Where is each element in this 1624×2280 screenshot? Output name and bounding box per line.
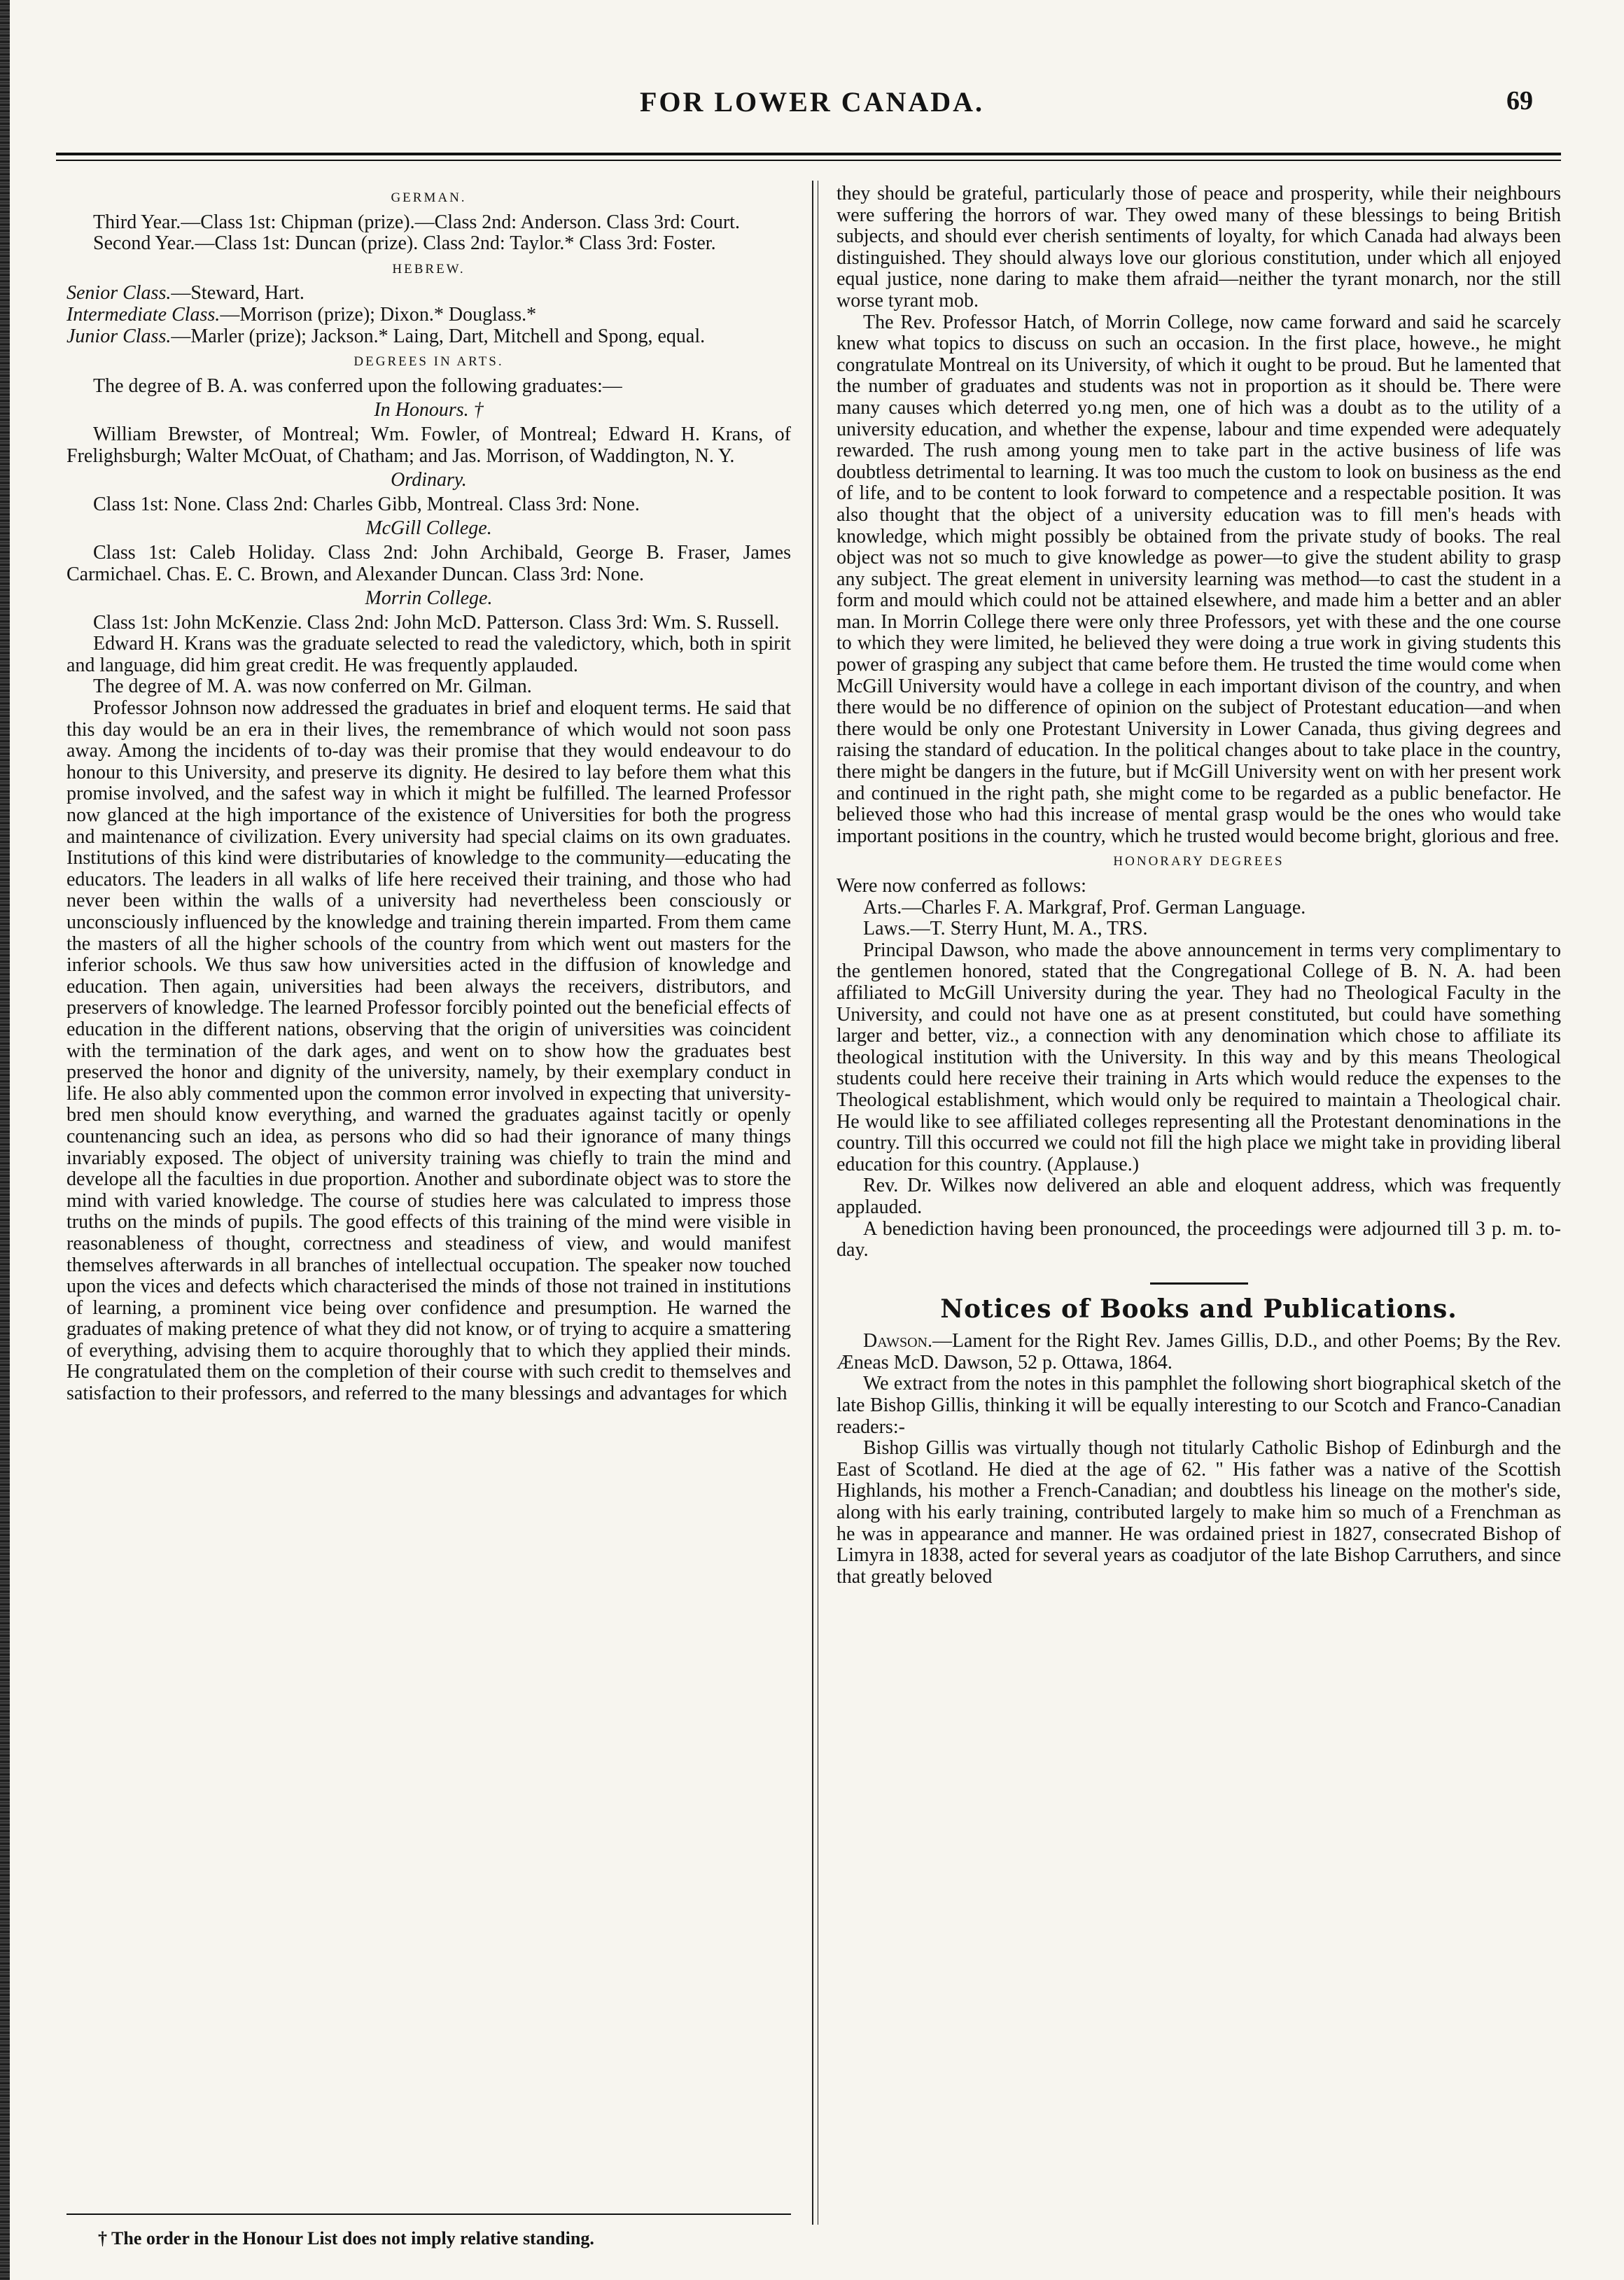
right-column: [836, 183, 1561, 1588]
degrees-intro: The degree of B. A. was conferred upon the following graduates:—: [93, 375, 622, 397]
valedictory-paragraph: Edward H. Krans was the graduate selected to read the valedictory, which, both in spirit and language, did him great credit. He was frequently applauded.: [66, 633, 791, 676]
left-column: [66, 183, 791, 1405]
ma-degree-paragraph: The degree of M. A. was now conferred on Mr. Gilman.: [93, 676, 532, 698]
section-rule: [1150, 1282, 1248, 1285]
hebrew-line: Intermediate Class.—Morrison (prize); Dixon.* Douglass.*: [66, 303, 537, 326]
degrees-heading: DEGREES IN ARTS.: [354, 354, 504, 370]
honorary-intro: Were now conferred as follows:: [836, 875, 1086, 897]
scan-edge: [0, 0, 10, 2280]
column-divider: [812, 181, 813, 2225]
ordinary-list: Class 1st: None. Class 2nd: Charles Gibb, Montreal. Class 3rd: None.: [93, 493, 640, 515]
wilkes-paragraph: Rev. Dr. Wilkes now delivered an able and eloquent address, which was frequently applauded.: [836, 1175, 1561, 1218]
notices-heading: Notices of Books and Publications.: [940, 1294, 1457, 1324]
morrin-heading: Morrin College.: [365, 587, 493, 610]
mcgill-heading: McGill College.: [365, 517, 492, 540]
honours-heading: In Honours. †: [374, 399, 484, 421]
benediction-paragraph: A benediction having been pronounced, the proceedings were adjourned till 3 p. m. to-day.: [836, 1217, 1561, 1261]
continuation-paragraph: they should be grateful, particularly those of peace and prosperity, while their neighbours were suffering the horrors of war. They owed many of these blessings to being British subjects, and should ever cherish sentiments of loyalty, for which Canada had always been distinguished. They should always love our glorious constitution, under which all enjoyed equal justice, none daring to make them afraid—neither the tyrant monarch, nor the still worse tyrant mob.: [836, 183, 1561, 312]
page-number: 69: [1506, 86, 1533, 116]
footnote: † The order in the Honour List does not imply relative standing.: [98, 2228, 594, 2248]
honorary-arts: Arts.—Charles F. A. Markgraf, Prof. German Language.: [863, 896, 1306, 918]
gillis-paragraph: Bishop Gillis was virtually though not titularly Catholic Bishop of Edinburgh and the East of Scotland. He died at the age of 62. " His father was a native of the Scottish Highlands, his mother a French-Canadian; and doubtless his lineage on the mother's side, along with his early training, contributed largely to make him so much of a Frenchman as he was in appearance and manner. He was ordained priest in 1827, consecrated Bishop of Limyra in 1838, acted for several years as coadjutor of the late Bishop Carruthers, and since that greatly beloved: [836, 1437, 1561, 1588]
footnote-rule: [66, 2213, 791, 2215]
dawson-book-entry: Dawson.—Lament for the Right Rev. James Gillis, D.D., and other Poems; By the Rev. Æneas McD. Dawson, 52 p. Ottawa, 1864.: [836, 1330, 1561, 1373]
mcgill-list: Class 1st: Caleb Holiday. Class 2nd: John Archibald, George B. Fraser, James Carmichael. Chas. E. C. Brown, and Alexander Duncan. Class 3rd: None.: [66, 541, 791, 585]
hebrew-heading: HEBREW.: [392, 261, 465, 277]
german-line: Third Year.—Class 1st: Chipman (prize).—Class 2nd: Anderson. Class 3rd: Court.: [93, 211, 740, 233]
extract-paragraph: We extract from the notes in this pamphlet the following short biographical sketch of the late Bishop Gillis, thinking it will be equally interesting to our Scotch and Franco-Canadian readers:-: [836, 1373, 1561, 1438]
german-line: Second Year.—Class 1st: Duncan (prize). Class 2nd: Taylor.* Class 3rd: Foster.: [93, 232, 716, 255]
morrin-list: Class 1st: John McKenzie. Class 2nd: John McD. Patterson. Class 3rd: Wm. S. Russell.: [93, 611, 780, 634]
page-header: [63, 85, 1561, 141]
ordinary-heading: Ordinary.: [391, 469, 467, 491]
honorary-laws: Laws.—T. Sterry Hunt, M. A., TRS.: [863, 918, 1148, 940]
hatch-address-paragraph: The Rev. Professor Hatch, of Morrin College, now came forward and said he scarcely knew what topics to discuss on such an occasion. In the first place, howeve., he might congratulate Montreal on its University, of which it ought to be proud. But he lamented that the number of graduates and students was not in proportion as it should be. There were many causes which deterred yo.ng men, one of hich was a doubt as to the utility of a university education, and whether the expense, labour and time expended were adequately rewarded. The rush among young men to take part in the active business of life was doubtless detrimental to learning. It was too much the custom to look on business as the end of life, and to be content to look forward to competence and a respectable position. It was also thought that the object of a university education was to fill men's heads with knowledge, which might possibly be obtained from the private study of books. The real object was not so much to give knowledge as power—to give the student ability to grasp any subject. The great element in university learning was method—to cast the student in a form and mould which could not be attained elsewhere, and made him a better and an abler man. In Morrin College there were only three Professors, yet with these and the one course to which they were limited, he believed they were doing a true work in giving students this power of grasping any subject that came before them. He trusted the time would come when McGill University would have a college in each important divison of the country, and when there would be no difference of opinion on the subject of Protestant education—and when there would be only one Protestant University in Lower Canada, thus giving degrees and raising the standard of education. In the political changes about to take place in the country, there might be dangers in the future, but if McGill University went on with her present work and continued in the right path, she might come to be regarded as a public benefactor. He believed those who had this increase of mental grasp would be the ones who would take important positions in the country, which he trusted would become bright, glorious and free.: [836, 311, 1561, 847]
johnson-address-paragraph: Professor Johnson now addressed the graduates in brief and eloquent terms. He said that this day would be an era in their lives, the remembrance of which would not soon pass away. Among the incidents of to-day was their promise that they would endeavour to do honour to this University, and preserve its dignity. He desired to lay before them what this promise involved, and the safest way in which it might be fulfilled. The learned Professor now glanced at the high importance of the existence of Universities for both the progress and maintenance of civilization. Every university had special claims on its own graduates. Institutions of this kind were distributaries of knowledge to the community—educating the educators. The leaders in all walks of life here received their training, and those who had never been within the walls of a university had nevertheless been consciously or unconsciously influenced by the knowledge and training therein imparted. From them came the masters of all the higher schools of the country from which went out masters for the inferior schools. We thus saw how universities acted in the diffusion of knowledge and education. Then again, universities had been always the receivers, distributors, and preservers of knowledge. The learned Professor forcibly pointed out the beneficial effects of education in the different nations, observing that the origin of universities was coincident with the termination of the dark ages, and went on to show how the graduates best preserved the honor and dignity of the university, namely, by their exemplary conduct in life. He also ably commented upon the common error involved in expecting that university-bred men should know everything, and warned the graduates against tacitly or openly countenancing such an idea, as persons who did so had their ignorance of many things invariably exposed. The object of university training was chiefly to train the mind and develope all the faculties in due proportion. Another and subordinate object was to store the mind with varied knowledge. The course of studies here was calculated to impress those truths on the minds of pupils. The good effects of this training of the mind were visible in reasonableness of thought, correctness and steadiness of view, and would manifest themselves afterwards in all branches of intellectual occupation. The speaker now touched upon the vices and defects which characterised the minds of those not trained in institutions of learning, a prominent vice being over confidence and presumption. He warned the graduates of making pretence of what they did not know, or of trying to acquire a smattering of everything, advising them to acquire thoroughly that to which they applied their minds. He congratulated them on the completion of their course with such credit to themselves and satisfaction to their professors, and referred to the many blessings and advantages for which: [66, 697, 791, 1405]
hebrew-line: Senior Class.—Steward, Hart.: [66, 282, 304, 305]
german-heading: GERMAN.: [391, 190, 467, 205]
hebrew-line: Junior Class.—Marler (prize); Jackson.* Laing, Dart, Mitchell and Spong, equal.: [66, 325, 706, 347]
honorary-heading: HONORARY DEGREES: [1113, 854, 1284, 869]
running-title: FOR LOWER CANADA.: [639, 86, 985, 118]
honours-list: William Brewster, of Montreal; Wm. Fowler, of Montreal; Edward H. Krans, of Frelighsburgh; Walter McOuat, of Chatham; and Jas. Morrison, of Waddington, N. Y.: [66, 423, 791, 467]
dawson-paragraph: Principal Dawson, who made the above announcement in terms very complimentary to the gentlemen honored, stated that the Congregational College of B. N. A. had been affiliated to McGill University during the year. They had no Theological Faculty in the University, and could not have one as at present constituted, but could have something larger and better, viz., a connection with any denomination which chose to affiliate its theological institution with the University. In this way and by this means Theological students could here receive their training in Arts which would reduce the expenses to the Theological establishment, which would only be required to maintain a Theological chair. He would like to see affiliated colleges representing all the Protestant denominations in the country. Till this occurred we could not fill the high place we might take in providing liberal education for this country. (Applause.): [836, 939, 1561, 1175]
header-rule: [56, 153, 1561, 155]
header-rule-thin: [56, 160, 1561, 161]
